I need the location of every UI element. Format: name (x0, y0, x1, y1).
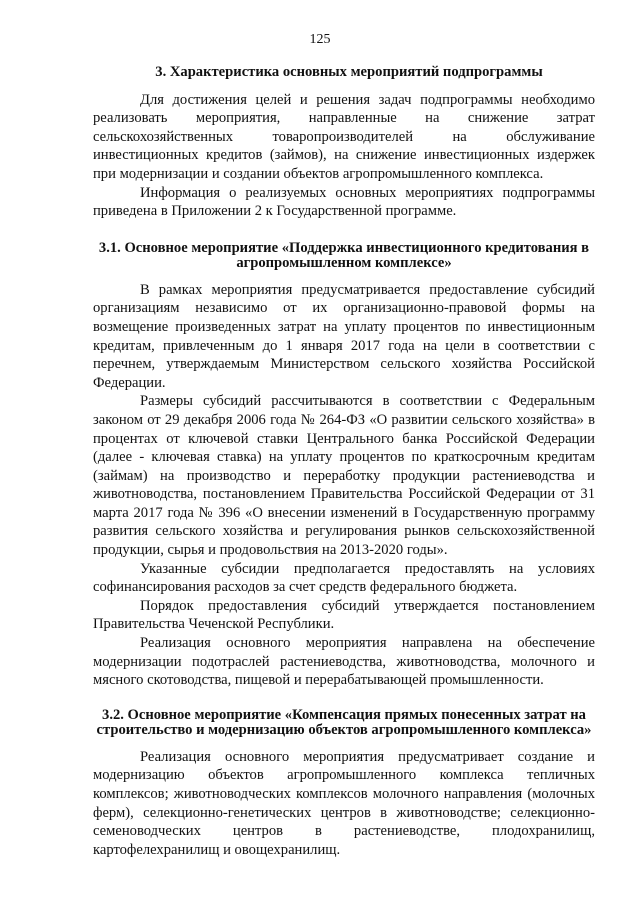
section-3-2-heading: 3.2. Основное мероприятие «Компенсация прямых понесенных затрат на строительство и модернизацию объектов агропромышленного комплекса» (96, 706, 592, 739)
section-3-paragraph: Для достижения целей и решения задач подпрограммы необходимо реализовать мероприятия, направленные на снижение затрат сельскохозяйственных товаропроизводителей на обслуживание инвестиционных кредитов (займов), на снижение инвестиционных издержек при модернизации и создании объектов агропромышленного комплекса. (93, 91, 595, 182)
section-3-1-paragraph: Реализация основного мероприятия направлена на обеспечение модернизации подотраслей растениеводства, животноводства, молочного и мясного скотоводства, пищевой и перерабатывающей промышленности. (93, 635, 595, 689)
section-3-1-paragraph: Указанные субсидии предполагается предоставлять на условиях софинансирования расходов за счет средств федерального бюджета. (93, 560, 595, 596)
section-3-1-heading: 3.1. Основное мероприятие «Поддержка инвестиционного кредитования в агропромышленном комплексе» (98, 239, 590, 272)
page-content (93, 63, 595, 859)
section-3-heading: 3. Характеристика основных мероприятий подпрограммы (155, 64, 543, 80)
section-3-1-paragraph: В рамках мероприятия предусматривается предоставление субсидий организациям независимо от их организационно-правовой формы на возмещение произведенных затрат на уплату процентов по инвестиционным кредитам, привлеченным до 1 января 2017 года на цели в соответствии с перечнем, утверждаемым Министерством сельского хозяйства Российской Федерации. (93, 281, 595, 391)
section-3-2-paragraph: Реализация основного мероприятия предусматривает создание и модернизацию объектов агропромышленного комплекса тепличных комплексов; животноводческих комплексов молочного направления (молочных ферм), селекционно-генетических центров в животноводстве; селекционно-семеноводческих центров в растениеводстве, плодохранилищ, картофелехранилищ и овощехранилищ. (93, 748, 595, 858)
section-3-paragraph: Информация о реализуемых основных мероприятиях подпрограммы приведена в Приложении 2 к Государственной программе. (93, 184, 595, 220)
section-3-1-paragraph: Размеры субсидий рассчитываются в соответствии с Федеральным законом от 29 декабря 2006 года № 264-ФЗ «О развитии сельского хозяйства» в процентах от ключевой ставки Центрального банка Российской Федерации (далее - ключевая ставка) на уплату процентов по краткосрочным кредитам (займам) на производство и переработку продукции растениеводства и животноводства, постановлением Правительства Российской Федерации от 31 марта 2017 года № 396 «О внесении изменений в Государственную программу развития сельского хозяйства и регулирования рынков сельскохозяйственной продукции, сырья и продовольствия на 2013-2020 годы». (93, 393, 595, 559)
section-3-1-paragraph: Порядок предоставления субсидий утверждается постановлением Правительства Чеченской Республики. (93, 597, 595, 633)
page-number: 125 (309, 32, 331, 47)
